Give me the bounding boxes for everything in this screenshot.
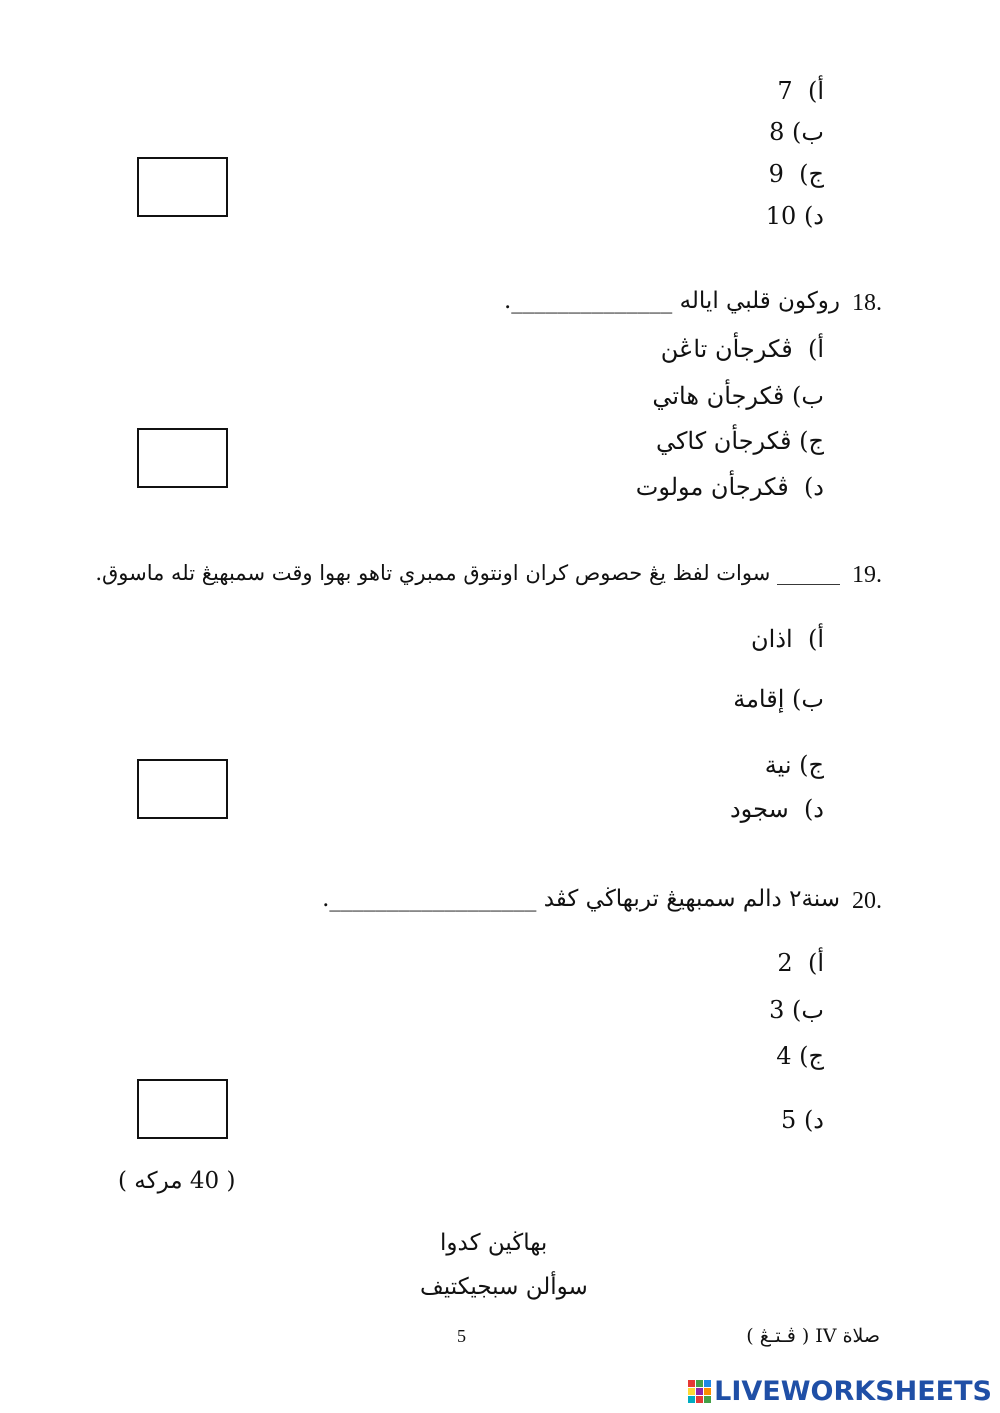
logo-cell (688, 1388, 695, 1395)
option-text: اذان (751, 625, 793, 653)
page-number: 5 (457, 1326, 466, 1346)
option-label: ب) (792, 685, 824, 713)
option-label: د) (803, 473, 824, 501)
option-label: د) (803, 1106, 824, 1134)
option-label: د) (803, 795, 824, 823)
option-text: نية (764, 751, 792, 779)
section-title-part: بهاڬين كدوا (440, 1230, 548, 1256)
q19-answer-box[interactable] (137, 759, 228, 819)
q20-option-a (777, 948, 824, 978)
option-label: ج) (799, 160, 824, 188)
option-text: 10 (765, 202, 797, 230)
option-label: أ) (807, 949, 824, 977)
option-label: ب) (792, 382, 824, 410)
option-text: 5 (781, 1106, 797, 1134)
q19-option-b (733, 684, 824, 714)
option-label: ج) (799, 1042, 824, 1070)
liveworksheets-logo[interactable] (688, 1376, 992, 1407)
logo-grid-icon (688, 1380, 711, 1403)
q19-number: 19. (852, 562, 882, 588)
option-text: إقامة (733, 685, 785, 713)
q20-question: سنة٢ دالم سمبهيڠ تربهاڬي كڤد __________________. (322, 886, 840, 912)
logo-text: LIVEWORKSHEETS (714, 1376, 992, 1407)
logo-cell (688, 1396, 695, 1403)
q18-answer-box[interactable] (137, 428, 228, 488)
option-text: 9 (768, 160, 784, 188)
option-label: أ) (807, 335, 824, 363)
q17-option-d (766, 201, 824, 231)
q20-option-c (776, 1041, 824, 1071)
logo-cell (704, 1388, 711, 1395)
option-text: ڤكرجأن هاتي (652, 382, 785, 410)
q19-option-a (751, 624, 824, 654)
q17-answer-box[interactable] (137, 157, 228, 217)
q17-option-a (777, 76, 824, 106)
option-text: ڤكرجأن مولوت (635, 473, 789, 501)
q19-option-d (730, 794, 824, 824)
option-text: 4 (776, 1042, 792, 1070)
option-label: ب) (792, 118, 824, 146)
option-label: ب) (792, 996, 824, 1024)
option-label: د) (803, 202, 824, 230)
q18-number: 18. (852, 290, 882, 316)
total-marks: ( 40 مركه ) (118, 1168, 236, 1194)
option-label: أ) (807, 77, 824, 105)
q18-option-c (656, 426, 824, 456)
option-text: سجود (729, 795, 789, 823)
logo-cell (688, 1380, 695, 1387)
footer-subject: صلاة IV ( ڤـتـڠ ) (746, 1325, 880, 1347)
option-text: 2 (777, 949, 793, 977)
option-text: 3 (769, 996, 785, 1024)
option-label: أ) (807, 625, 824, 653)
option-text: 8 (769, 118, 785, 146)
q18-option-b (652, 381, 824, 411)
option-text: ڤكرجأن كاكي (655, 427, 792, 455)
logo-cell (696, 1388, 703, 1395)
q20-number: 20. (852, 888, 882, 914)
logo-cell (704, 1396, 711, 1403)
section-title-subjective: سوألن سبجيكتيف (420, 1274, 588, 1300)
q17-option-c (769, 159, 824, 189)
q20-answer-box[interactable] (137, 1079, 228, 1139)
option-label: ج) (799, 427, 824, 455)
logo-cell (696, 1396, 703, 1403)
option-text: ڤكرجأن تاڠن (660, 335, 793, 363)
q19-option-c (765, 750, 824, 780)
logo-cell (696, 1380, 703, 1387)
option-text: 7 (777, 77, 793, 105)
q18-option-d (636, 472, 824, 502)
option-label: ج) (799, 751, 824, 779)
logo-cell (704, 1380, 711, 1387)
q18-option-a (661, 334, 824, 364)
q20-option-d (781, 1105, 824, 1135)
q20-option-b (769, 995, 824, 1025)
q19-question: ______ سوات لفظ يڠ حصوص كران اونتوق ممبري تاهو بهوا وقت سمبهيڠ تله ماسوق. (95, 561, 840, 585)
q18-question: روكون قلبي اياله ______________. (503, 288, 840, 314)
q17-option-b (769, 117, 824, 147)
